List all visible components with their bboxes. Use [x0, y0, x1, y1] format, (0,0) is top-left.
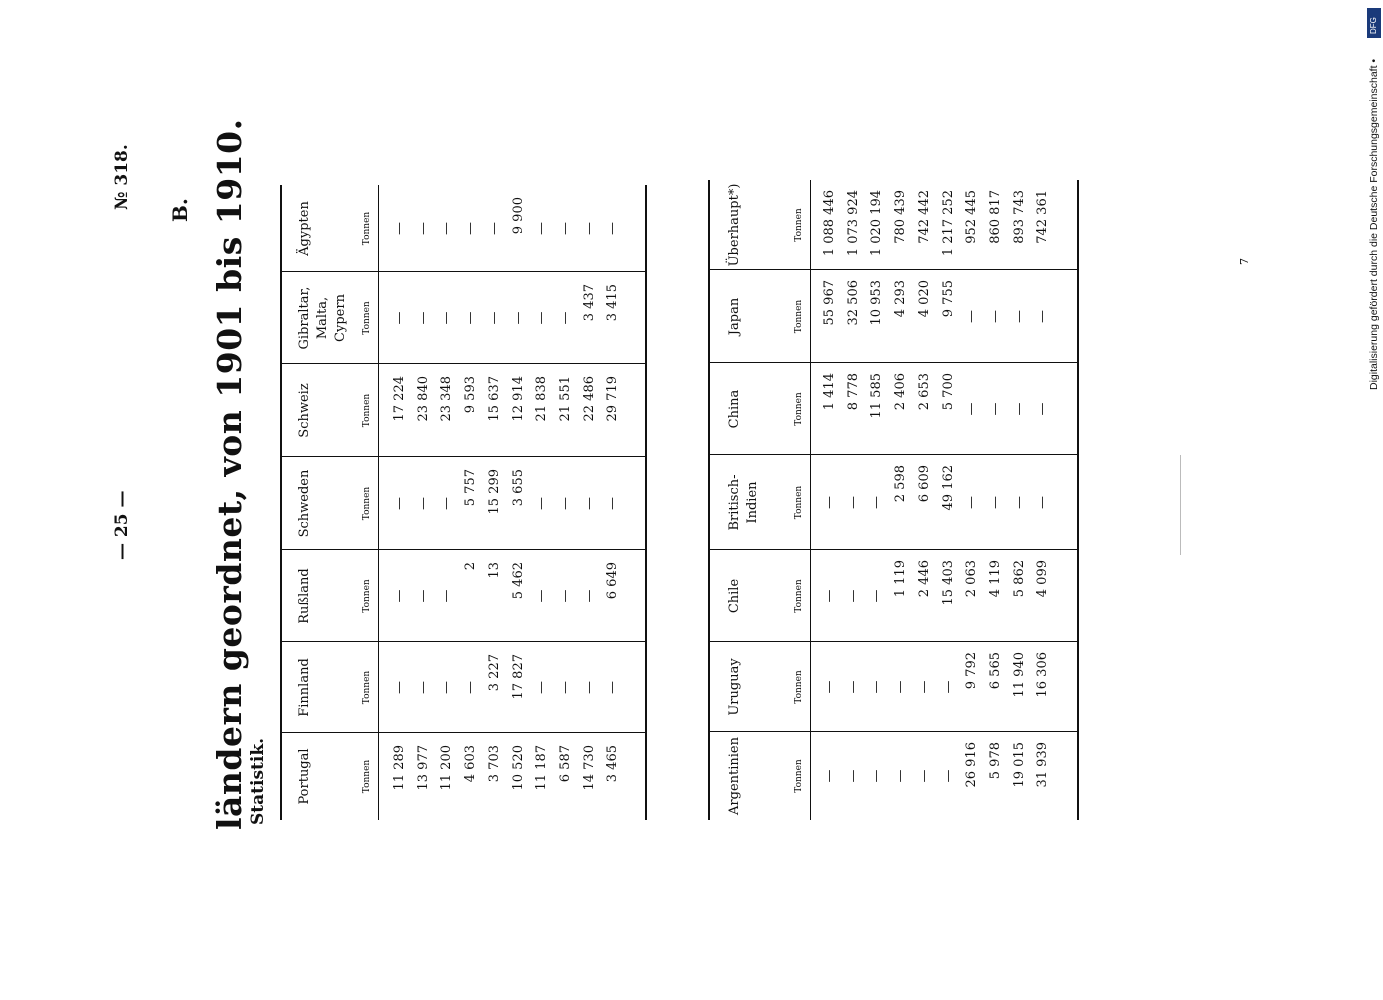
table-cell: — [1035, 402, 1051, 416]
table-cell: 1 020 194 [869, 190, 885, 257]
table-cell: — [605, 681, 621, 694]
table-cell: 19 015 [1011, 742, 1027, 788]
credit-text: Digitalisierung gefördert durch die Deutsche Forschungsgemeinschaft • [1368, 58, 1380, 390]
unit-label: Tonnen [362, 670, 372, 705]
footnote-marker: 7 [1238, 258, 1251, 265]
table-cell: 10 953 [869, 280, 885, 326]
unit-label: Tonnen [794, 759, 804, 793]
table-cell: — [392, 589, 407, 603]
table-cell: 17 827 [510, 654, 526, 700]
table-cell: — [415, 681, 431, 694]
table-cell: — [439, 681, 455, 694]
table-cell: 11 940 [1011, 652, 1027, 698]
table-cell: — [869, 769, 885, 783]
unit-label: Tonnen [362, 211, 372, 246]
unit-label: Tonnen [362, 579, 372, 613]
table-cell: — [439, 497, 455, 510]
table-cell: 1 414 [822, 373, 837, 411]
table-cell: 3 227 [486, 654, 502, 692]
table-cell: — [534, 311, 550, 325]
table-cell: 9 792 [964, 652, 980, 690]
table-cell: — [987, 496, 1003, 509]
table-cell: — [557, 497, 573, 510]
table-cell: — [845, 589, 861, 603]
table-cell: — [916, 680, 932, 694]
table-cell: 6 565 [987, 652, 1003, 690]
table-cell: — [822, 589, 837, 603]
column-header: Portugal [297, 748, 312, 805]
table-cell: 5 862 [1011, 560, 1027, 598]
table-cell: — [822, 496, 837, 509]
table-cell: — [940, 769, 956, 783]
table-cell: 2 [463, 562, 479, 571]
table-cell: — [392, 681, 407, 694]
table-cell: — [557, 589, 573, 603]
column-header: China [727, 389, 742, 429]
table-cell: — [392, 311, 407, 325]
table-cell: 32 506 [845, 280, 861, 326]
table-cell: — [869, 496, 885, 509]
table-cell: 12 914 [510, 376, 526, 422]
table-cell: 4 099 [1035, 560, 1051, 598]
table-cell: 8 778 [845, 373, 861, 411]
column-header: Finnland [297, 658, 312, 717]
column-header: Chile [727, 578, 742, 614]
table-cell: 2 598 [893, 465, 909, 503]
table-cell: — [869, 680, 885, 694]
table-cell: 9 755 [940, 280, 956, 318]
table-cell: — [392, 222, 407, 235]
table-cell: — [987, 402, 1003, 416]
table-cell: — [869, 589, 885, 603]
table-cell: — [510, 311, 526, 325]
table-cell: 11 187 [534, 745, 550, 791]
dfg-logo: DFG [1367, 8, 1381, 38]
table-cell: 15 403 [940, 560, 956, 606]
table-cell: — [463, 311, 479, 325]
unit-label: Tonnen [362, 393, 372, 428]
table-cell: — [534, 681, 550, 694]
table-cell: 2 653 [916, 373, 932, 411]
table-cell: 14 730 [581, 745, 597, 791]
table-cell: 952 445 [964, 190, 980, 244]
table-cell: 22 486 [581, 376, 597, 422]
page-title: ländern geordnet, von 1901 bis 1910. [210, 118, 249, 830]
unit-label: Tonnen [362, 301, 372, 335]
column-header: Uruguay [727, 658, 742, 716]
table-cell: 4 020 [916, 280, 932, 318]
table-cell: — [845, 680, 861, 694]
table-cell: 3 415 [605, 284, 621, 322]
table-cell: 11 200 [439, 745, 455, 791]
table-cell: — [463, 681, 479, 694]
page-subtitle: Statistik. [248, 737, 268, 825]
table-cell: — [581, 681, 597, 694]
table-cell: 49 162 [940, 465, 956, 511]
table-cell: — [581, 222, 597, 235]
page-number: — 25 — [112, 490, 132, 560]
table-cell: 11 585 [869, 373, 885, 419]
table-cell: 1 217 252 [940, 190, 956, 257]
column-header: Schweden [297, 469, 312, 538]
unit-label: Tonnen [794, 299, 804, 334]
table-cell: 3 655 [510, 469, 526, 507]
table-cell: — [581, 497, 597, 510]
table-cell: 1 073 924 [845, 190, 861, 257]
table-cell: 21 551 [557, 376, 573, 422]
table-cell: — [534, 497, 550, 510]
table-cell: — [845, 496, 861, 509]
table-cell: 860 817 [987, 190, 1003, 244]
table-cell: 23 840 [415, 376, 431, 422]
table-cell: 10 520 [510, 745, 526, 791]
table-cell: — [557, 222, 573, 235]
table-cell: — [822, 680, 837, 694]
table-cell: — [439, 311, 455, 325]
table-cell: — [415, 497, 431, 510]
table-cell: 742 361 [1035, 190, 1051, 244]
table-cell: — [439, 222, 455, 235]
table-cell: 5 700 [940, 373, 956, 411]
table-cell: 26 916 [964, 742, 980, 788]
table-cell: — [916, 769, 932, 783]
table-cell: 3 703 [486, 745, 502, 783]
table-cell: — [415, 222, 431, 235]
table-cell: — [964, 496, 980, 509]
table-cell: 13 977 [415, 745, 431, 791]
table-cell: — [964, 310, 980, 323]
table-cell: — [964, 402, 980, 416]
table-cell: 23 348 [439, 376, 455, 422]
table-cell: 9 593 [463, 376, 479, 414]
column-header: Argentinien [727, 737, 742, 815]
table-cell: 29 719 [605, 376, 621, 422]
section-letter: B. [168, 198, 192, 222]
table-cell: — [557, 311, 573, 325]
table-cell: — [822, 769, 837, 783]
column-header: Britisch-Indien [727, 474, 760, 531]
table-cell: 5 757 [463, 469, 479, 507]
table-cell: — [1035, 310, 1051, 323]
table-cell: 893 743 [1011, 190, 1027, 244]
table-cell: 5 978 [987, 742, 1003, 780]
table-cell: — [987, 310, 1003, 323]
unit-label: Tonnen [794, 579, 804, 613]
column-header: Japan [727, 297, 742, 336]
table-cell: 13 [486, 562, 502, 579]
table-cell: — [463, 222, 479, 235]
table-cell: — [1011, 402, 1027, 416]
column-header: Rußland [297, 568, 312, 624]
table-cell: — [1011, 310, 1027, 323]
table-cell: 4 293 [893, 280, 909, 318]
table-cell: — [557, 681, 573, 694]
table-cell: — [415, 589, 431, 603]
column-header: Schweiz [297, 383, 312, 438]
table-cell: — [1011, 496, 1027, 509]
table-cell: 5 462 [510, 562, 526, 600]
table-cell: — [486, 222, 502, 235]
table-cell: 6 649 [605, 562, 621, 600]
table-cell: 1 088 446 [822, 190, 837, 257]
table-cell: 17 224 [392, 376, 407, 422]
table-cell: 15 637 [486, 376, 502, 422]
table-cell: 16 306 [1035, 652, 1051, 698]
table-cell: 3 437 [581, 284, 597, 322]
table-cell: — [1035, 496, 1051, 509]
table-cell: 6 587 [557, 745, 573, 783]
table-cell: — [486, 311, 502, 325]
unit-label: Tonnen [794, 485, 804, 520]
unit-label: Tonnen [794, 670, 804, 704]
table-cell: 780 439 [893, 190, 909, 244]
table-cell: 9 900 [510, 197, 526, 235]
table-cell: 3 465 [605, 745, 621, 783]
table-cell: — [845, 769, 861, 783]
unit-label: Tonnen [362, 759, 372, 794]
table-cell: 6 609 [916, 465, 932, 503]
table-cell: 21 838 [534, 376, 550, 422]
table-cell: — [581, 589, 597, 603]
table-cell: 15 299 [486, 469, 502, 515]
table-cell: — [893, 680, 909, 694]
table-cell: — [605, 222, 621, 235]
unit-label: Tonnen [362, 486, 372, 521]
table-cell: — [415, 311, 431, 325]
table-cell: 742 442 [916, 190, 932, 244]
table-cell: 31 939 [1035, 742, 1051, 788]
table-cell: 55 967 [822, 280, 837, 326]
table-cell: 4 603 [463, 745, 479, 783]
table-cell: 2 063 [964, 560, 980, 598]
unit-label: Tonnen [794, 392, 804, 426]
table-cell: 11 289 [392, 745, 407, 791]
column-header: Ägypten [297, 201, 312, 256]
unit-label: Tonnen [794, 208, 804, 242]
table-cell: — [534, 589, 550, 603]
table-cell: — [605, 497, 621, 510]
table-cell: — [940, 680, 956, 694]
document-number: № 318. [112, 144, 132, 210]
table-cell: 1 119 [893, 560, 909, 598]
table-cell: — [392, 497, 407, 510]
column-header: Gibraltar, Malta, Cypern [297, 286, 348, 350]
table-cell: — [534, 222, 550, 235]
table-cell: — [893, 769, 909, 783]
table-cell: — [439, 589, 455, 603]
table-cell: 2 406 [893, 373, 909, 411]
table-cell: 2 446 [916, 560, 932, 598]
table-cell: 4 119 [987, 560, 1003, 598]
column-header: Überhaupt*) [727, 183, 742, 267]
